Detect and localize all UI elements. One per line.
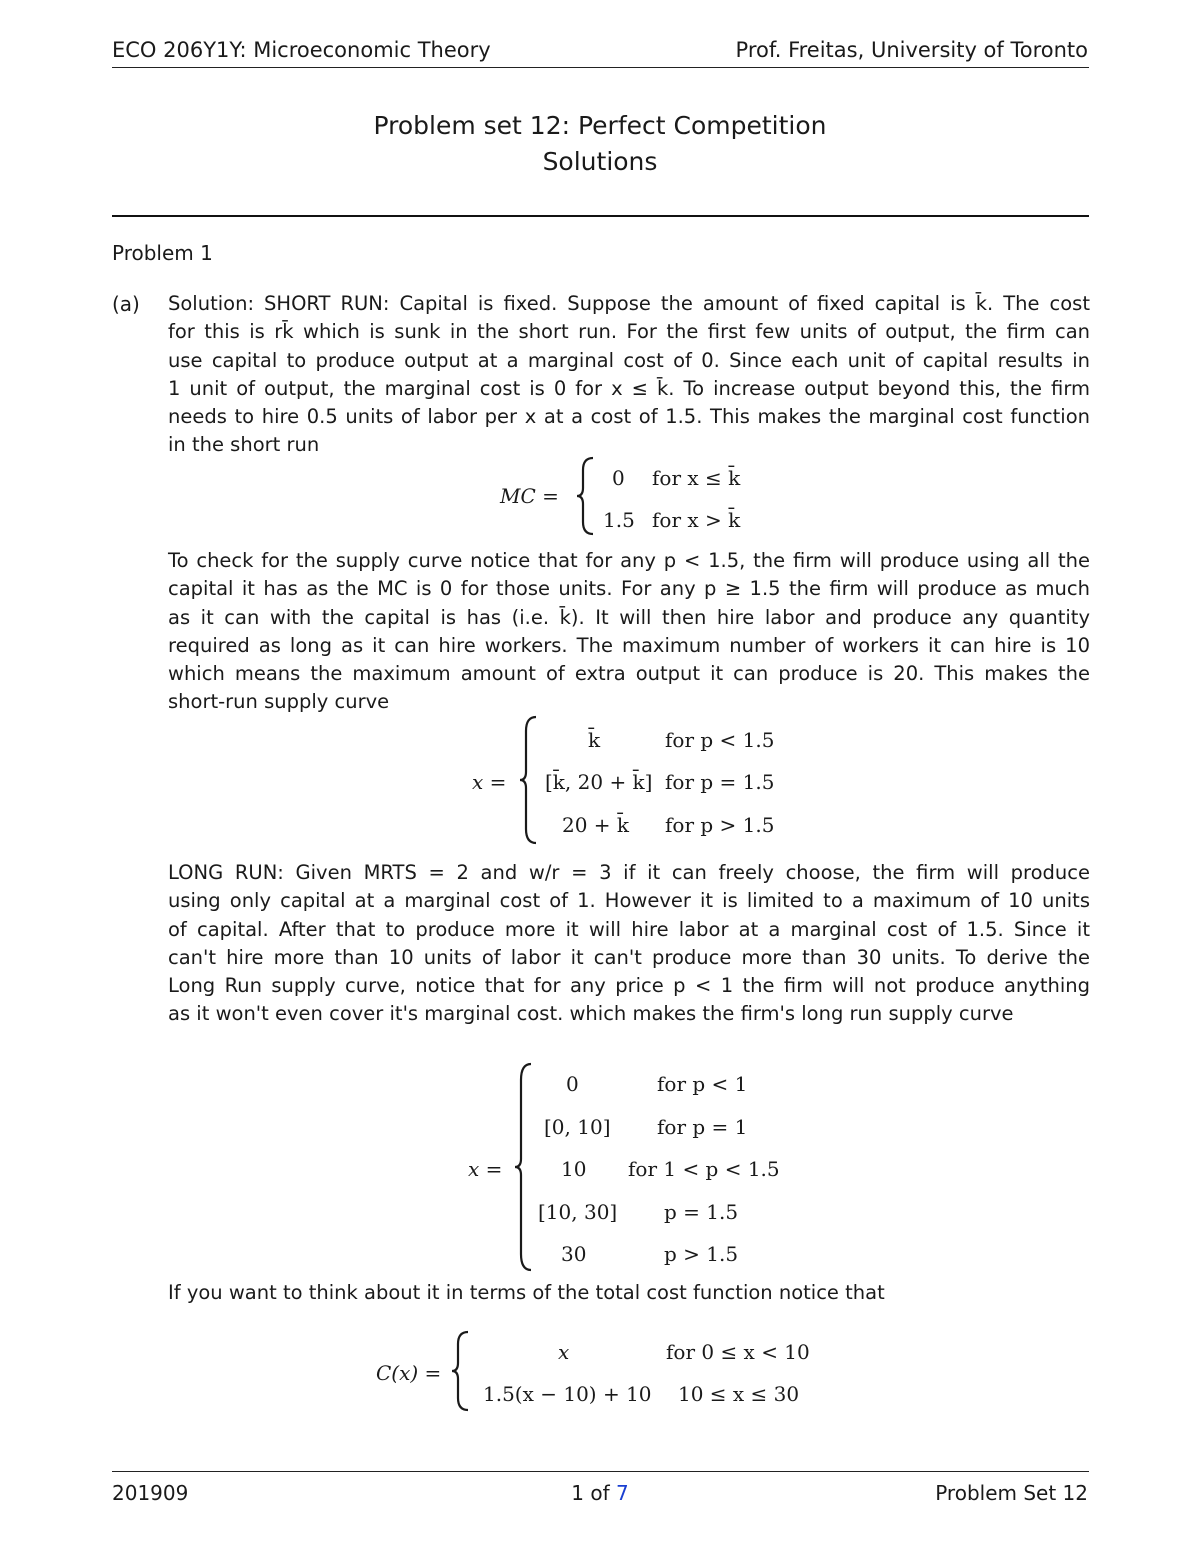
equation-value: 0 <box>566 1072 579 1096</box>
paragraph-line: of capital. After that to produce more it will hire labor at a marginal cost of 1.5. Since it <box>168 917 1090 941</box>
equation-condition: for 0 ≤ x < 10 <box>666 1340 810 1364</box>
equation-value: [10, 30] <box>538 1200 618 1224</box>
paragraph-line: Solution: SHORT RUN: Capital is fixed. Suppose the amount of fixed capital is k̄. The cost <box>168 292 1090 315</box>
equation-value: [k̄, 20 + k̄] <box>545 770 653 794</box>
header-instructor: Prof. Freitas, University of Toronto <box>735 38 1088 62</box>
left-brace-icon <box>575 456 597 536</box>
paragraph-line: which means the maximum amount of extra output it can produce is 20. This makes the <box>168 662 1090 686</box>
footer-date: 201909 <box>112 1481 189 1505</box>
equation-condition: for x > k̄ <box>652 508 741 532</box>
footer-rule <box>112 1471 1089 1472</box>
paragraph-line: short-run supply curve <box>168 690 390 714</box>
paragraph-line: in the short run <box>168 433 320 457</box>
equation-condition: for p > 1.5 <box>665 813 775 837</box>
equation-condition: p = 1.5 <box>664 1200 739 1224</box>
footer-set-name: Problem Set 12 <box>935 1481 1088 1505</box>
equation-value: 20 + k̄ <box>562 813 630 837</box>
equation-condition: for p < 1 <box>657 1072 748 1096</box>
paragraph-line: as it won't even cover it's marginal cost. which makes the firm's long run supply curve <box>168 1002 1014 1026</box>
short-run-paragraph <box>168 290 1090 460</box>
long-run-paragraph <box>168 859 1090 1029</box>
paragraph-line: If you want to think about it in terms of the total cost function notice that <box>168 1281 885 1304</box>
paragraph-line: 1 unit of output, the marginal cost is 0 for x ≤ k̄. To increase output beyond this, the firm <box>168 376 1090 400</box>
paragraph-line: can't hire more than 10 units of labor it can't produce more than 30 units. To derive the <box>168 945 1090 969</box>
paragraph-line: needs to hire 0.5 units of labor per x at a cost of 1.5. This makes the marginal cost function <box>168 405 1090 429</box>
equation-lhs: x = <box>472 770 507 794</box>
equation-condition: p > 1.5 <box>664 1242 739 1266</box>
paragraph-line: for this is rk̄ which is sunk in the short run. For the first few units of output, the firm can <box>168 320 1090 344</box>
header-course: ECO 206Y1Y: Microeconomic Theory <box>112 38 491 62</box>
problem-heading: Problem 1 <box>112 241 213 265</box>
equation-lhs: MC = <box>500 484 559 508</box>
total-cost-intro <box>168 1279 1090 1307</box>
equation-value: 1.5 <box>603 508 635 532</box>
equation-value: 0 <box>612 466 625 490</box>
paragraph-line: Long Run supply curve, notice that for any price p < 1 the firm will not produce anything <box>168 974 1090 998</box>
equation-value: k̄ <box>588 728 601 752</box>
left-brace-icon <box>513 1062 535 1272</box>
equation-condition: 10 ≤ x ≤ 30 <box>678 1382 800 1406</box>
paragraph-line: required as long as it can hire workers. The maximum number of workers it can hire is 10 <box>168 633 1090 657</box>
equation-condition: for p = 1.5 <box>665 770 775 794</box>
header-rule <box>112 67 1089 68</box>
paragraph-line: capital it has as the MC is 0 for those units. For any p ≥ 1.5 the firm will produce as much <box>168 577 1090 601</box>
equation-lhs: C(x) = <box>376 1361 442 1385</box>
document-title <box>0 108 1200 180</box>
paragraph-line: LONG RUN: Given MRTS = 2 and w/r = 3 if it can freely choose, the firm will produce <box>168 861 1090 884</box>
equation-value: [0, 10] <box>544 1115 611 1139</box>
equation-condition: for p < 1.5 <box>665 728 775 752</box>
title-line-1: Problem set 12: Perfect Competition <box>373 111 827 140</box>
paragraph-line: using only capital at a marginal cost of 1. However it is limited to a maximum of 10 units <box>168 889 1090 913</box>
equation-value: 10 <box>561 1157 587 1181</box>
page-total-link[interactable]: 7 <box>615 1481 629 1505</box>
left-brace-icon <box>518 715 540 845</box>
equation-value: x <box>558 1340 570 1364</box>
paragraph-line: To check for the supply curve notice that for any p < 1.5, the firm will produce using all the <box>168 549 1090 572</box>
left-brace-icon <box>450 1330 472 1412</box>
title-rule <box>112 215 1089 217</box>
paragraph-line: as it can with the capital is has (i.e. k̄). It will then hire labor and produce any quantity <box>168 605 1090 629</box>
equation-value: 30 <box>561 1242 587 1266</box>
supply-paragraph <box>168 547 1090 717</box>
equation-value: 1.5(x − 10) + 10 <box>483 1382 652 1406</box>
equation-lhs: x = <box>468 1157 503 1181</box>
page-prefix: 1 of <box>571 1481 610 1505</box>
equation-condition: for x ≤ k̄ <box>652 466 741 490</box>
equation-condition: for p = 1 <box>657 1115 748 1139</box>
equation-condition: for 1 < p < 1.5 <box>628 1157 780 1181</box>
paragraph-line: use capital to produce output at a marginal cost of 0. Since each unit of capital results in <box>168 348 1090 372</box>
title-line-2: Solutions <box>542 147 658 176</box>
part-label: (a) <box>112 292 140 316</box>
